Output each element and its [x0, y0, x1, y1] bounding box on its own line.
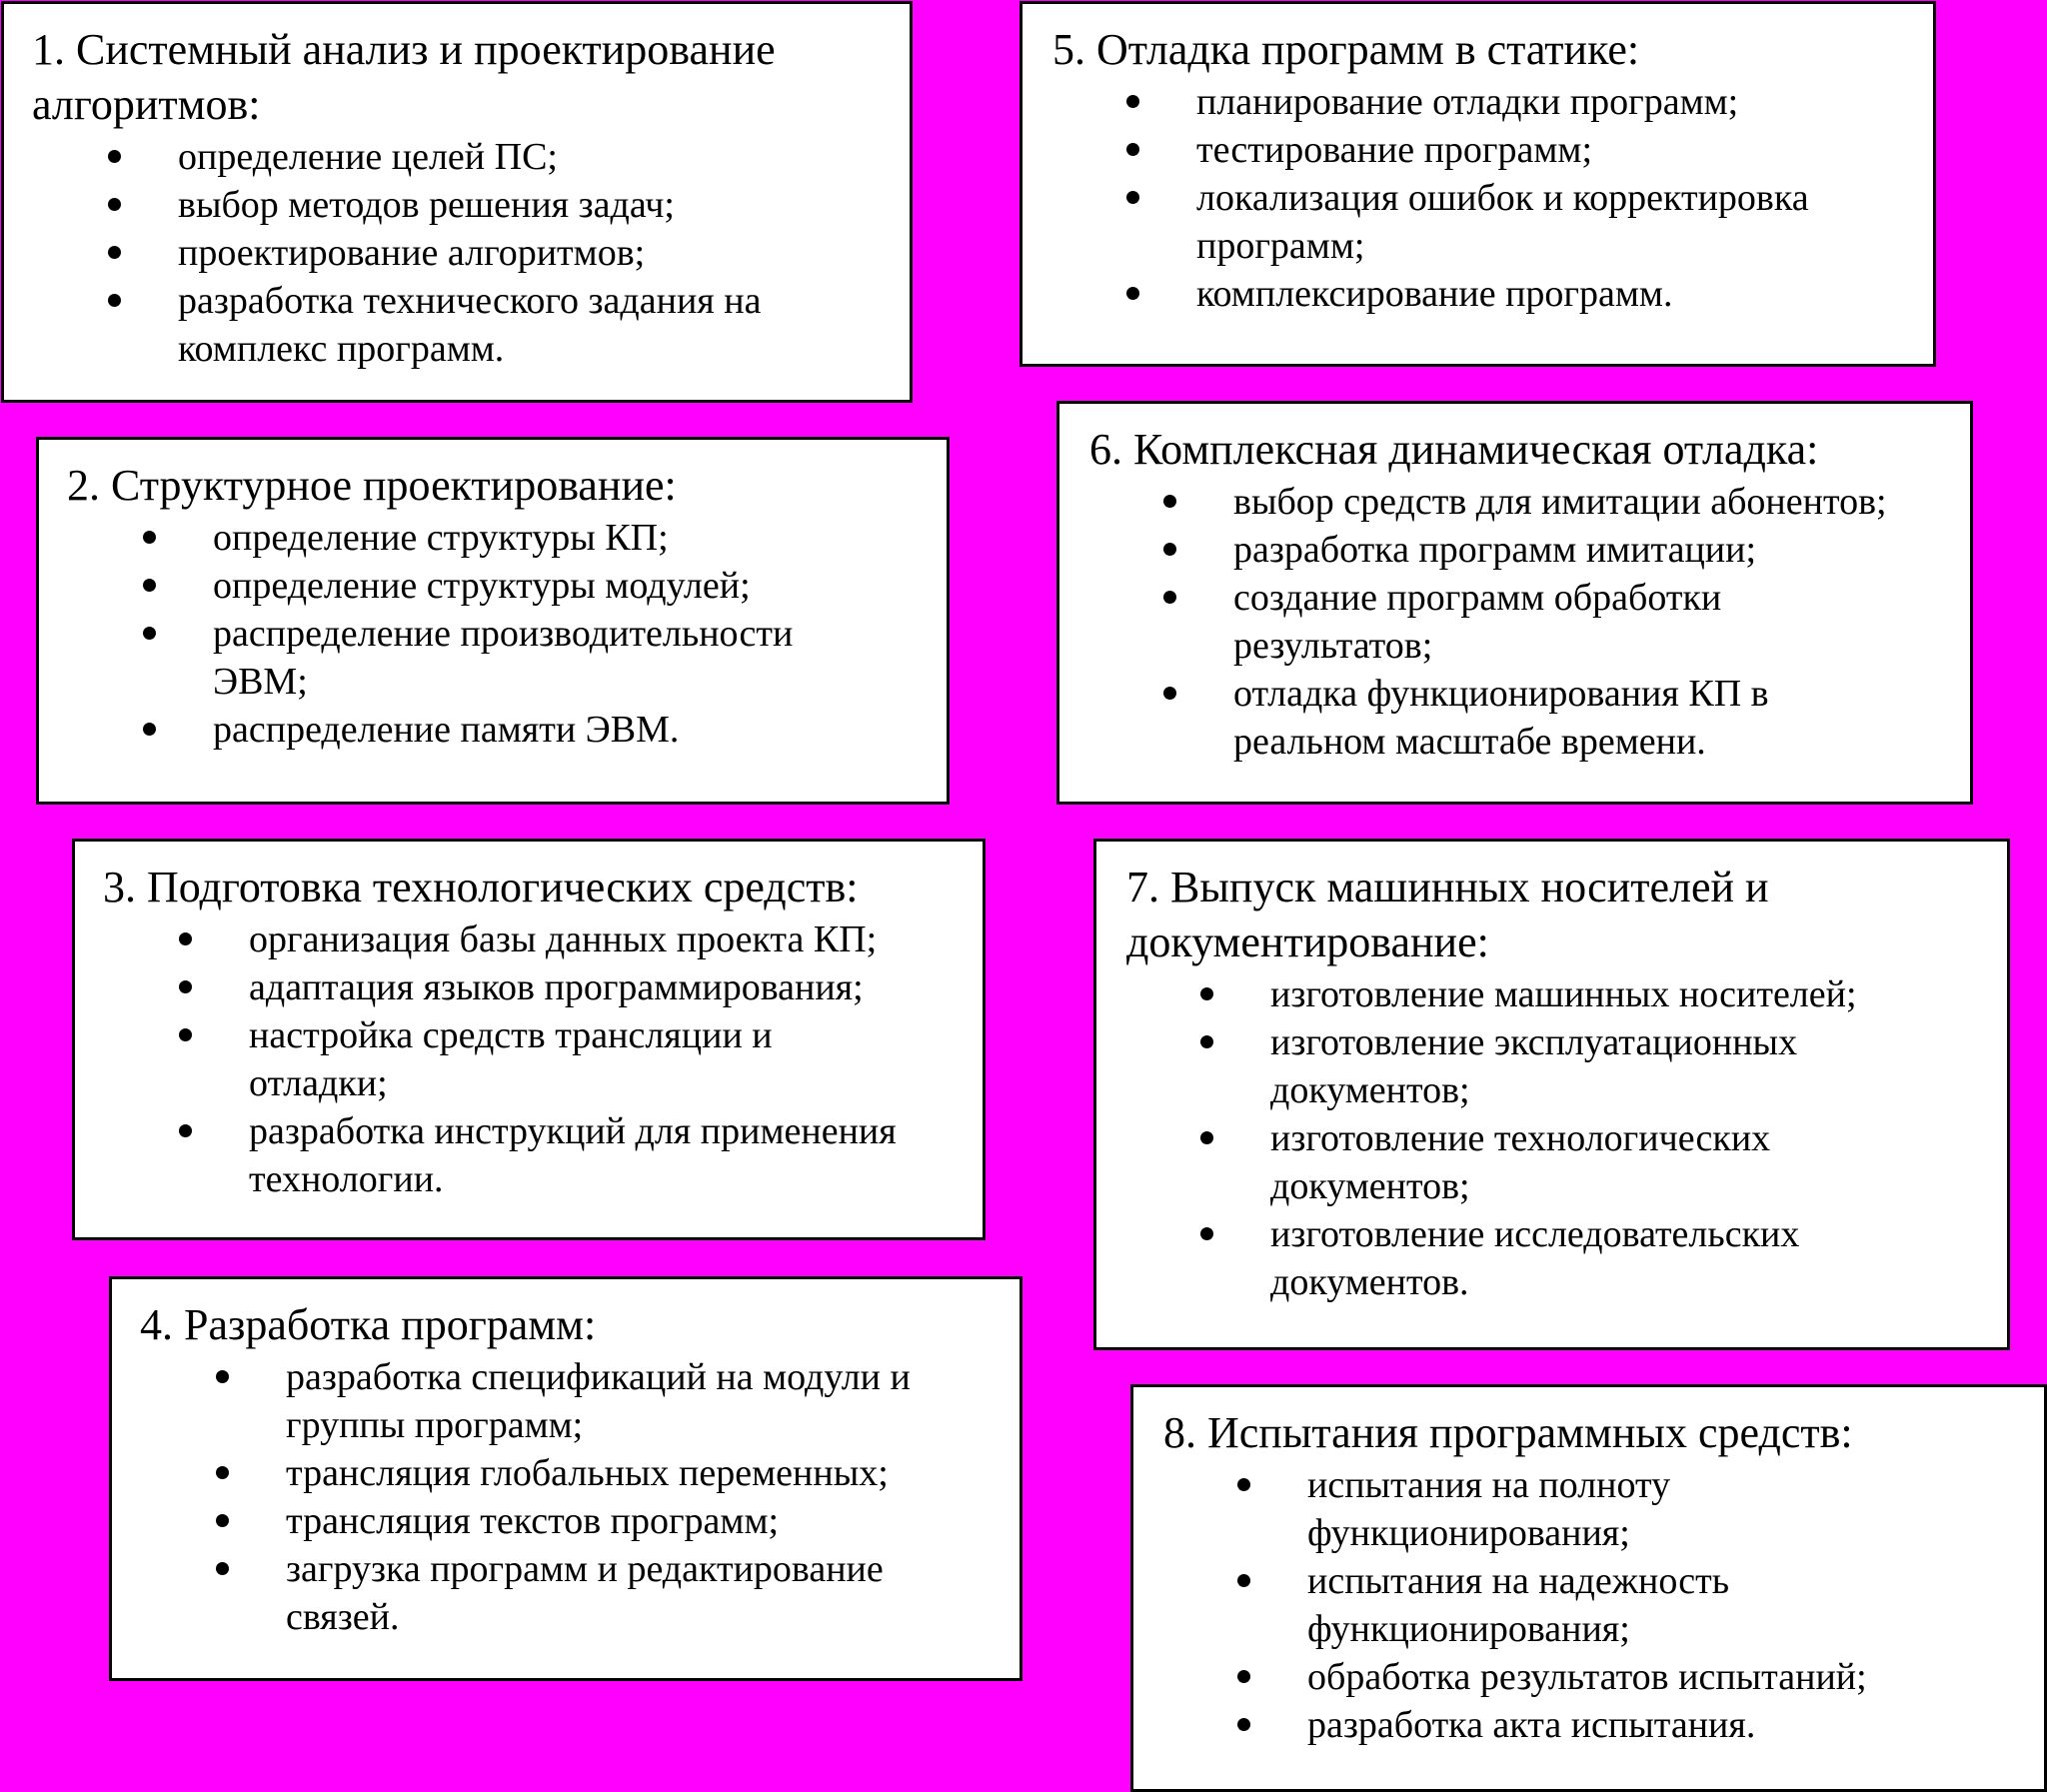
bullet-icon [216, 1514, 229, 1527]
list-item [179, 915, 897, 963]
bullet-icon [179, 1124, 192, 1137]
list-item [108, 277, 761, 373]
list-item-text: разработка программ имитации; [1233, 529, 1757, 571]
list-item [1126, 126, 1809, 174]
bullet-icon [143, 579, 156, 592]
title-line: 2. Структурное проектирование: [67, 461, 677, 510]
list-item [108, 133, 761, 181]
card-title [1163, 1405, 1853, 1460]
card-7 [1093, 839, 2010, 1350]
list-item-text: адаптация языков программирования; [249, 966, 864, 1008]
bullet-list [143, 514, 793, 754]
bullet-icon [1126, 191, 1139, 204]
list-item-text: отладка функционирования КП в [1233, 673, 1769, 715]
list-item [216, 1449, 911, 1497]
list-item [143, 706, 793, 754]
list-item-text: документов; [1270, 1165, 1470, 1207]
list-item [143, 610, 793, 706]
bullet-icon [1126, 143, 1139, 156]
list-item-text: настройка средств трансляции и [249, 1014, 773, 1056]
card-title [32, 22, 776, 132]
list-item-text: определение структуры КП; [213, 517, 669, 559]
list-item-text: разработка инструкций для применения [249, 1110, 897, 1152]
list-item-text: изготовление технологических [1270, 1117, 1771, 1159]
list-item-text: отладки; [249, 1062, 388, 1104]
list-item-text: испытания на надежность [1307, 1560, 1730, 1602]
list-item-text: результатов; [1233, 625, 1433, 667]
list-item-text: реальном масштабе времени. [1233, 721, 1706, 763]
list-item-text: программ; [1196, 225, 1365, 267]
list-item-text: проектирование алгоритмов; [178, 232, 646, 274]
title-line: 3. Подготовка технологических средств: [103, 863, 859, 911]
bullet-icon [179, 980, 192, 993]
list-item [1126, 78, 1809, 126]
bullet-icon [1126, 95, 1139, 108]
bullet-list [179, 915, 897, 1203]
list-item-text: изготовление исследовательских [1270, 1213, 1800, 1255]
list-item [1126, 270, 1809, 318]
bullet-icon [1163, 543, 1176, 556]
list-item-text: обработка результатов испытаний; [1307, 1656, 1867, 1698]
list-item [1126, 174, 1809, 270]
bullet-icon [1200, 987, 1213, 1000]
list-item [1200, 1018, 1857, 1114]
list-item [1200, 1114, 1857, 1210]
list-item [1237, 1701, 1867, 1749]
title-line: 8. Испытания программных средств: [1163, 1408, 1853, 1457]
bullet-icon [108, 150, 121, 163]
list-item [108, 181, 761, 229]
list-item-text: трансляция глобальных переменных; [286, 1452, 889, 1494]
list-item-text: комплексирование программ. [1196, 273, 1673, 315]
list-item [1200, 970, 1857, 1018]
bullet-icon [1237, 1718, 1250, 1731]
card-5 [1020, 1, 1936, 367]
list-item-text: ЭВМ; [213, 661, 308, 703]
list-item-text: распределение памяти ЭВМ. [213, 709, 680, 751]
list-item-text: планирование отладки программ; [1196, 81, 1739, 123]
list-item-text: функционирования; [1307, 1608, 1630, 1650]
bullet-icon [143, 627, 156, 640]
list-item-text: трансляция текстов программ; [286, 1500, 780, 1542]
list-item [1163, 478, 1887, 526]
bullet-list [1163, 478, 1887, 766]
bullet-list [1200, 970, 1857, 1306]
title-line: 5. Отладка программ в статике: [1052, 25, 1640, 74]
list-item-text: выбор методов решения задач; [178, 184, 675, 226]
bullet-list [108, 133, 761, 373]
bullet-icon [1237, 1478, 1250, 1491]
bullet-icon [216, 1370, 229, 1383]
list-item-text: распределение производительности [213, 613, 794, 655]
bullet-icon [216, 1562, 229, 1575]
title-line: 4. Разработка программ: [140, 1300, 597, 1349]
bullet-icon [1237, 1574, 1250, 1587]
bullet-icon [108, 246, 121, 259]
list-item [179, 1107, 897, 1203]
bullet-icon [1200, 1035, 1213, 1048]
bullet-icon [179, 932, 192, 945]
title-line: документирование: [1126, 917, 1489, 966]
bullet-list [1237, 1461, 1867, 1749]
list-item-text: технологии. [249, 1158, 444, 1200]
card-6 [1056, 401, 1973, 805]
list-item [143, 562, 793, 610]
bullet-icon [108, 198, 121, 211]
title-line: алгоритмов: [32, 80, 261, 129]
list-item-text: загрузка программ и редактирование [286, 1548, 884, 1590]
card-2 [36, 437, 950, 805]
card-1 [1, 1, 913, 403]
title-line: 6. Комплексная динамическая отладка: [1089, 425, 1819, 474]
list-item-text: комплекс программ. [178, 328, 505, 370]
card-3 [72, 839, 986, 1240]
list-item-text: документов. [1270, 1261, 1469, 1303]
bullet-icon [1237, 1670, 1250, 1683]
bullet-icon [1200, 1131, 1213, 1144]
list-item-text: определение структуры модулей; [213, 565, 751, 607]
title-line: 7. Выпуск машинных носителей и [1126, 863, 1769, 911]
list-item-text: испытания на полноту [1307, 1464, 1671, 1506]
list-item-text: изготовление эксплуатационных [1270, 1021, 1798, 1063]
list-item [216, 1497, 911, 1545]
list-item-text: локализация ошибок и корректировка [1196, 177, 1809, 219]
list-item-text: разработка спецификаций на модули и [286, 1356, 911, 1398]
list-item [179, 963, 897, 1011]
bullet-icon [216, 1466, 229, 1479]
bullet-icon [143, 531, 156, 544]
list-item-text: связей. [286, 1596, 400, 1638]
list-item-text: изготовление машинных носителей; [1270, 973, 1857, 1015]
list-item [1163, 574, 1887, 670]
list-item [1163, 526, 1887, 574]
bullet-icon [1126, 287, 1139, 300]
card-title [1126, 860, 1769, 969]
list-item [216, 1353, 911, 1449]
bullet-icon [1163, 495, 1176, 508]
list-item-text: разработка технического задания на [178, 280, 762, 322]
card-title [1052, 22, 1639, 77]
bullet-icon [143, 723, 156, 736]
list-item [1237, 1557, 1867, 1653]
card-4 [109, 1276, 1023, 1681]
list-item [108, 229, 761, 277]
bullet-list [1126, 78, 1809, 318]
list-item [1200, 1210, 1857, 1306]
list-item-text: выбор средств для имитации абонентов; [1233, 481, 1887, 523]
card-title [140, 1297, 596, 1352]
bullet-icon [1163, 687, 1176, 700]
list-item-text: создание программ обработки [1233, 577, 1722, 619]
list-item-text: определение целей ПС; [178, 136, 558, 178]
list-item-text: группы программ; [286, 1404, 584, 1446]
list-item-text: документов; [1270, 1069, 1470, 1111]
bullet-list [216, 1353, 911, 1641]
list-item [1237, 1653, 1867, 1701]
card-title [67, 458, 677, 513]
list-item-text: функционирования; [1307, 1512, 1630, 1554]
title-line: 1. Системный анализ и проектирование [32, 25, 776, 74]
list-item-text: организация базы данных проекта КП; [249, 918, 878, 960]
card-8 [1130, 1384, 2047, 1792]
card-title [1089, 422, 1818, 477]
card-title [103, 860, 858, 914]
list-item [179, 1011, 897, 1107]
bullet-icon [1163, 591, 1176, 604]
list-item [1237, 1461, 1867, 1557]
list-item-text: разработка акта испытания. [1307, 1704, 1756, 1746]
bullet-icon [179, 1028, 192, 1041]
list-item-text: тестирование программ; [1196, 129, 1593, 171]
bullet-icon [108, 294, 121, 307]
list-item [143, 514, 793, 562]
list-item [216, 1545, 911, 1641]
list-item [1163, 670, 1887, 766]
bullet-icon [1200, 1227, 1213, 1240]
